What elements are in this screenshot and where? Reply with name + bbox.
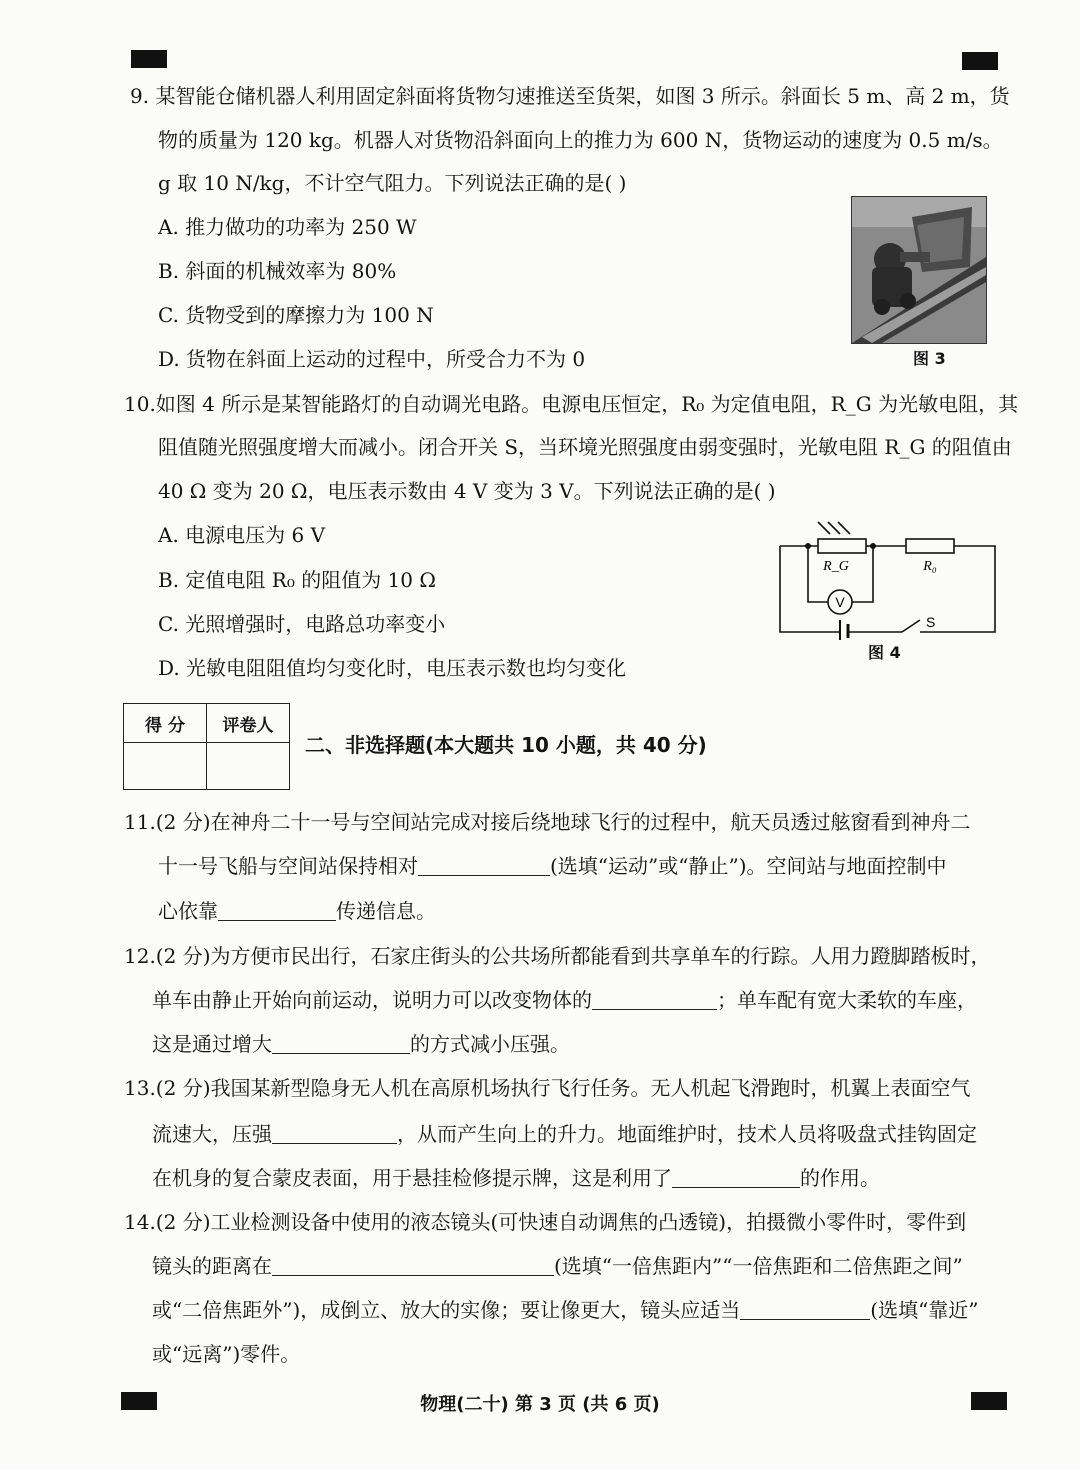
q13-line1-text-line — [124, 1074, 971, 1102]
q13-line3-text-a-line — [152, 1164, 880, 1192]
q11-line3-text-a: 心依靠 — [158, 899, 218, 923]
section2-title: 二、非选择题(本大题共 10 小题，共 40 分) — [305, 733, 707, 757]
q14-line3-text-a-line — [152, 1296, 979, 1324]
q11-line1: 11.(2 分)在神舟二十一号与空间站完成对接后绕地球飞行的过程中，航天员透过舷窗看到神舟二 — [124, 810, 971, 834]
q12-line3-text-a: 这是通过增大 — [152, 1032, 272, 1056]
q11-line2-text-b: (选填“运动”或“静止”)。空间站与地面控制中 — [550, 854, 947, 878]
q12-line2-text-b: ；单车配有宽大柔软的车座， — [717, 988, 977, 1012]
q11-blank-1[interactable] — [418, 857, 550, 876]
q10-option-a: A. 电源电压为 6 V — [158, 523, 326, 547]
q12-line2-text-a: 单车由静止开始向前运动，说明力可以改变物体的 — [152, 988, 592, 1012]
q9-option-c: C. 货物受到的摩擦力为 100 N — [158, 303, 434, 327]
q12-blank-1[interactable] — [592, 991, 717, 1010]
score-table-cell-grader[interactable] — [207, 743, 290, 790]
registration-mark-top-right — [962, 52, 998, 70]
q13-blank-1[interactable] — [272, 1125, 397, 1144]
q14-line2-text-a: 镜头的距离在 — [152, 1254, 272, 1278]
q14-line4-text: 或“远离”)零件。 — [152, 1342, 301, 1366]
q9-option-a: A. 推力做功的功率为 250 W — [158, 215, 417, 239]
q12-line1: 12.(2 分)为方便市民出行，石家庄街头的公共场所都能看到共享单车的行踪。人用力蹬脚踏板时， — [124, 944, 991, 968]
q9-stem-line3: g 取 10 N/kg，不计空气阻力。下列说法正确的是( ) — [158, 171, 627, 195]
q14-blank-1[interactable] — [272, 1257, 554, 1276]
q14-blank-2[interactable] — [740, 1301, 870, 1320]
q12-line3 — [152, 1030, 570, 1058]
q10-option-b: B. 定值电阻 R₀ 的阻值为 10 Ω — [158, 568, 436, 592]
q14-line1-text: 14.(2 分)工业检测设备中使用的液态镜头(可快速自动调焦的凸透镜)，拍摄微小零件时，零件到 — [124, 1210, 967, 1234]
q13-line3-text-a: 在机身的复合蒙皮表面，用于悬挂检修提示牌，这是利用了 — [152, 1166, 672, 1190]
q10-stem-line1: 10.如图 4 所示是某智能路灯的自动调光电路。电源电压恒定，R₀ 为定值电阻，R_G 为光敏电阻，其 — [124, 392, 1019, 416]
q9-option-d: D. 货物在斜面上运动的过程中，所受合力不为 0 — [158, 347, 586, 371]
q14-line2-text-b: (选填“一倍焦距内”“一倍焦距和二倍焦距之间” — [554, 1254, 963, 1278]
q9-stem-line2: 物的质量为 120 kg。机器人对货物沿斜面向上的推力为 600 N，货物运动的速度为 0.5 m/s。 — [158, 128, 1003, 152]
q13-blank-2[interactable] — [672, 1169, 800, 1188]
figure-3-caption: 图 3 — [913, 349, 946, 368]
q9-option-b: B. 斜面的机械效率为 80% — [158, 259, 397, 283]
page-footer: 物理(二十) 第 3 页 (共 6 页) — [420, 1394, 660, 1415]
q10-stem-line3: 40 Ω 变为 20 Ω，电压表示数由 4 V 变为 3 V。下列说法正确的是( ) — [158, 479, 776, 503]
figure-4-circuit — [770, 520, 1010, 640]
q11-line2-text-a: 十一号飞船与空间站保持相对 — [158, 854, 418, 878]
q13-line2-text-b: ，从而产生向上的升力。地面维护时，技术人员将吸盘式挂钩固定 — [397, 1122, 977, 1146]
q11-blank-2[interactable] — [218, 902, 336, 921]
q14-line3-text-a: 或“二倍焦距外”)，成倒立、放大的实像；要让像更大，镜头应适当 — [152, 1298, 741, 1322]
q11-line2 — [158, 852, 947, 880]
q13-line2-text-a: 流速大，压强 — [152, 1122, 272, 1146]
q11-line3-text-b: 传递信息。 — [336, 899, 436, 923]
q14-line2-text-a-line — [152, 1252, 963, 1280]
q10-option-c: C. 光照增强时，电路总功率变小 — [158, 612, 446, 636]
figure-4-caption: 图 4 — [868, 643, 901, 662]
circuit-label-rg: R_G — [823, 559, 849, 574]
registration-mark-top-left — [131, 50, 167, 68]
circuit-label-r0: R₀ — [923, 559, 937, 574]
q14-line4-text-line — [152, 1340, 300, 1368]
q10-option-d: D. 光敏电阻阻值均匀变化时，电压表示数也均匀变化 — [158, 656, 627, 680]
q13-line3-text-b: 的作用。 — [800, 1166, 880, 1190]
q11-line3 — [158, 897, 436, 925]
q14-line1-text-line — [124, 1208, 966, 1236]
q10-stem-line2: 阻值随光照强度增大而减小。闭合开关 S，当环境光照强度由弱变强时，光敏电阻 R_G 的阻值由 — [158, 435, 1012, 459]
q12-line2 — [152, 986, 977, 1014]
q14-line3-text-b: (选填“靠近” — [870, 1298, 979, 1322]
score-table — [123, 703, 290, 790]
circuit-voltmeter-v: V — [835, 594, 845, 610]
score-table-cell-score[interactable] — [124, 743, 207, 790]
q13-line2-text-a-line — [152, 1120, 977, 1148]
q12-line3-text-b: 的方式减小压强。 — [410, 1032, 570, 1056]
q12-blank-2[interactable] — [272, 1035, 410, 1054]
q13-line1-text: 13.(2 分)我国某新型隐身无人机在高原机场执行飞行任务。无人机起飞滑跑时，机翼上表面空气 — [124, 1076, 971, 1100]
score-table-header-score: 得 分 — [124, 704, 207, 743]
circuit-switch-s: S — [926, 614, 936, 630]
q9-stem-line1: 9. 某智能仓储机器人利用固定斜面将货物匀速推送至货架，如图 3 所示。斜面长 5 m、高 2 m，货 — [130, 84, 1010, 108]
score-table-header-grader: 评卷人 — [207, 704, 290, 743]
figure-3-photo — [851, 196, 987, 344]
